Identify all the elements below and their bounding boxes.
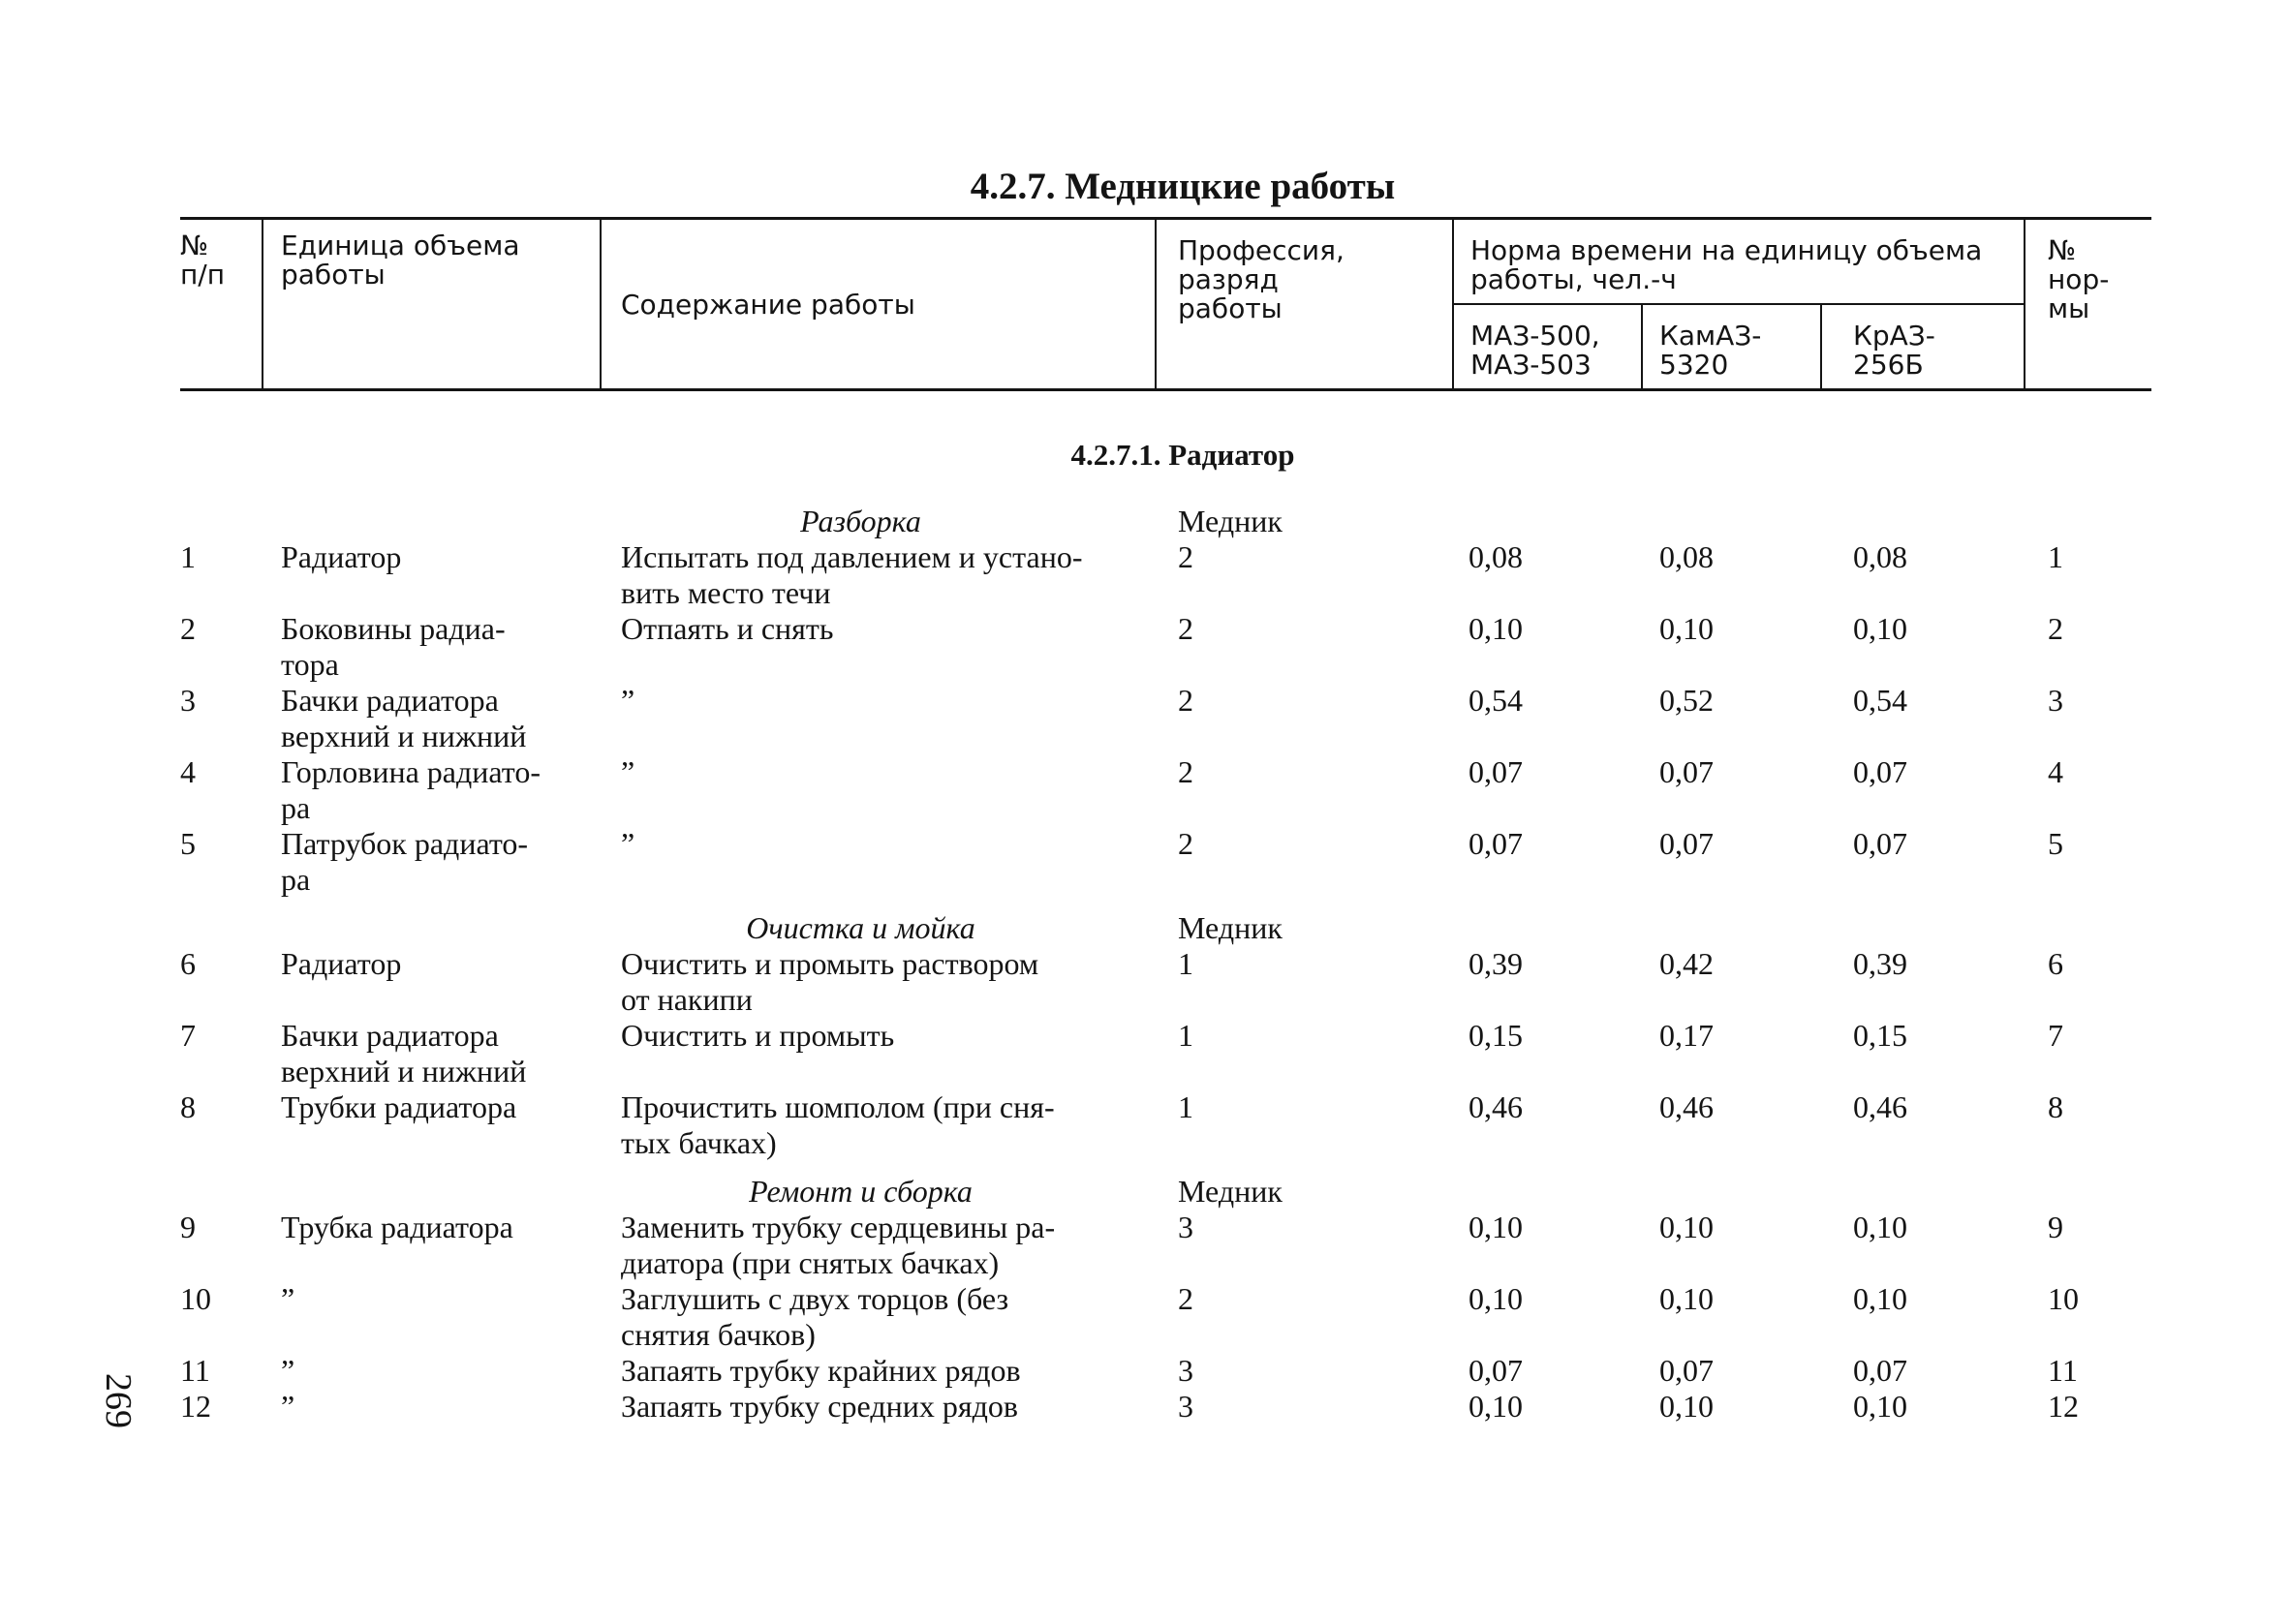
header-content: Содержание работы [621, 289, 915, 321]
row-unit: Бачки радиатора верхний и нижний [281, 683, 527, 753]
row-content: Очистить и промыть [621, 1018, 895, 1053]
table-row [180, 1281, 2151, 1353]
row-content: Заменить трубку сердцевины ра- диатора (при снятых бачках) [621, 1210, 1056, 1280]
row-norm-maz: 0,15 [1469, 1018, 1523, 1053]
row-grade: 1 [1178, 1018, 1193, 1053]
row-norm-maz: 0,10 [1469, 1389, 1523, 1424]
row-content: ” [621, 754, 635, 789]
table-row [180, 1389, 2151, 1425]
row-norm-kamaz: 0,08 [1659, 539, 1714, 574]
table-row [180, 611, 2151, 683]
row-norm-kamaz: 0,07 [1659, 826, 1714, 861]
row-grade: 3 [1178, 1389, 1193, 1424]
header-norm-time: Норма времени на единицу объема работы, чел.-ч [1470, 234, 1983, 295]
row-norm-number: 12 [2048, 1389, 2079, 1424]
header-divider [262, 217, 263, 391]
row-norm-kraz: 0,07 [1853, 754, 1907, 789]
table-row [180, 946, 2151, 1018]
row-grade: 2 [1178, 539, 1193, 574]
row-content: Запаять трубку средних рядов [621, 1389, 1018, 1424]
header-model-kamaz: КамАЗ- 5320 [1659, 320, 1762, 381]
row-norm-maz: 0,10 [1469, 1210, 1523, 1244]
table-row [180, 1018, 2151, 1089]
row-number: 9 [180, 1210, 196, 1244]
header-norm-no: № нор- мы [2048, 234, 2110, 324]
table-body [180, 504, 2151, 1425]
row-number: 11 [180, 1353, 210, 1388]
row-norm-kraz: 0,10 [1853, 1281, 1907, 1316]
header-num: № п/п [180, 230, 226, 291]
page-title: 4.2.7. Медницкие работы [970, 166, 1396, 207]
table-row [180, 1089, 2151, 1161]
row-unit: Горловина радиато- ра [281, 754, 541, 825]
row-norm-kamaz: 0,10 [1659, 1210, 1714, 1244]
row-unit: Радиатор [281, 539, 402, 574]
row-norm-number: 5 [2048, 826, 2063, 861]
row-norm-kraz: 0,07 [1853, 826, 1907, 861]
row-norm-kraz: 0,10 [1853, 1389, 1907, 1424]
row-unit: ” [281, 1353, 295, 1388]
row-norm-maz: 0,08 [1469, 539, 1523, 574]
row-grade: 2 [1178, 611, 1193, 646]
row-norm-number: 1 [2048, 539, 2063, 574]
row-number: 7 [180, 1018, 196, 1053]
row-norm-number: 4 [2048, 754, 2063, 789]
header-unit: Единица объема работы [281, 230, 520, 291]
row-norm-maz: 0,10 [1469, 1281, 1523, 1316]
row-norm-maz: 0,46 [1469, 1089, 1523, 1124]
row-content: Испытать под давлением и устано- вить место течи [621, 539, 1083, 610]
row-norm-number: 8 [2048, 1089, 2063, 1124]
table-row [180, 539, 2151, 611]
header-divider [1820, 304, 1822, 391]
group-heading [180, 504, 2151, 539]
row-norm-number: 6 [2048, 946, 2063, 981]
row-norm-kamaz: 0,52 [1659, 683, 1714, 718]
row-unit: Боковины радиа- тора [281, 611, 506, 682]
group-profession: Медник [1178, 910, 1283, 945]
row-norm-number: 11 [2048, 1353, 2078, 1388]
row-norm-number: 9 [2048, 1210, 2063, 1244]
group-name: Очистка и мойка [746, 910, 975, 945]
header-model-maz: МАЗ-500, МАЗ-503 [1470, 320, 1600, 381]
group-profession: Медник [1178, 504, 1283, 538]
row-grade: 2 [1178, 826, 1193, 861]
header-divider [1155, 217, 1157, 391]
row-norm-kamaz: 0,10 [1659, 1389, 1714, 1424]
row-number: 5 [180, 826, 196, 861]
row-number: 3 [180, 683, 196, 718]
row-unit: Бачки радиатора верхний и нижний [281, 1018, 527, 1088]
table-row [180, 826, 2151, 898]
row-unit: ” [281, 1281, 295, 1316]
table-row [180, 1353, 2151, 1389]
row-norm-kamaz: 0,42 [1659, 946, 1714, 981]
row-content: Прочистить шомполом (при сня- тых бачках) [621, 1089, 1055, 1160]
row-norm-maz: 0,07 [1469, 1353, 1523, 1388]
row-grade: 2 [1178, 683, 1193, 718]
row-content: ” [621, 826, 635, 861]
row-norm-kraz: 0,46 [1853, 1089, 1907, 1124]
row-norm-kamaz: 0,07 [1659, 1353, 1714, 1388]
row-norm-number: 2 [2048, 611, 2063, 646]
group-heading [180, 910, 2151, 946]
table-header [180, 217, 2151, 391]
row-norm-maz: 0,07 [1469, 826, 1523, 861]
row-grade: 1 [1178, 1089, 1193, 1124]
row-grade: 3 [1178, 1353, 1193, 1388]
header-top-rule [180, 217, 2151, 220]
group-name: Ремонт и сборка [749, 1174, 973, 1209]
row-unit: Трубка радиатора [281, 1210, 513, 1244]
header-divider [600, 217, 602, 391]
row-norm-kraz: 0,39 [1853, 946, 1907, 981]
row-norm-kraz: 0,07 [1853, 1353, 1907, 1388]
row-grade: 3 [1178, 1210, 1193, 1244]
row-content: Заглушить с двух торцов (без снятия бачков) [621, 1281, 1009, 1352]
header-divider [1641, 304, 1643, 391]
row-grade: 2 [1178, 754, 1193, 789]
header-sub-rule [1452, 303, 2024, 305]
row-grade: 2 [1178, 1281, 1193, 1316]
row-content: Запаять трубку крайних рядов [621, 1353, 1021, 1388]
row-unit: ” [281, 1389, 295, 1424]
table-row [180, 754, 2151, 826]
row-norm-number: 7 [2048, 1018, 2063, 1053]
header-profession: Профессия, разряд работы [1178, 234, 1345, 324]
row-unit: Патрубок радиато- ра [281, 826, 529, 897]
row-content: Отпаять и снять [621, 611, 834, 646]
row-content: Очистить и промыть раствором от накипи [621, 946, 1039, 1017]
row-norm-maz: 0,54 [1469, 683, 1523, 718]
row-norm-maz: 0,39 [1469, 946, 1523, 981]
row-norm-kraz: 0,10 [1853, 611, 1907, 646]
row-number: 2 [180, 611, 196, 646]
header-divider [2024, 217, 2025, 391]
row-norm-kraz: 0,54 [1853, 683, 1907, 718]
group-heading [180, 1174, 2151, 1210]
section-title: 4.2.7.1. Радиатор [1070, 438, 1295, 472]
row-unit: Трубки радиатора [281, 1089, 517, 1124]
row-norm-number: 3 [2048, 683, 2063, 718]
row-number: 12 [180, 1389, 211, 1424]
row-norm-kamaz: 0,46 [1659, 1089, 1714, 1124]
row-number: 1 [180, 539, 196, 574]
row-norm-maz: 0,10 [1469, 611, 1523, 646]
row-norm-kamaz: 0,10 [1659, 1281, 1714, 1316]
row-number: 4 [180, 754, 196, 789]
row-norm-maz: 0,07 [1469, 754, 1523, 789]
row-norm-kamaz: 0,10 [1659, 611, 1714, 646]
row-content: ” [621, 683, 635, 718]
table-row [180, 1210, 2151, 1281]
row-number: 10 [180, 1281, 211, 1316]
group-profession: Медник [1178, 1174, 1283, 1209]
header-bottom-rule [180, 388, 2151, 391]
row-number: 8 [180, 1089, 196, 1124]
table-row [180, 683, 2151, 754]
row-norm-number: 10 [2048, 1281, 2079, 1316]
group-name: Разборка [800, 504, 921, 538]
header-model-kraz: КрАЗ- 256Б [1853, 320, 1935, 381]
row-number: 6 [180, 946, 196, 981]
page-number: 269 [98, 1373, 139, 1428]
row-norm-kraz: 0,15 [1853, 1018, 1907, 1053]
row-unit: Радиатор [281, 946, 402, 981]
row-norm-kraz: 0,10 [1853, 1210, 1907, 1244]
row-norm-kraz: 0,08 [1853, 539, 1907, 574]
row-norm-kamaz: 0,07 [1659, 754, 1714, 789]
header-divider [1452, 217, 1454, 391]
row-grade: 1 [1178, 946, 1193, 981]
row-norm-kamaz: 0,17 [1659, 1018, 1714, 1053]
